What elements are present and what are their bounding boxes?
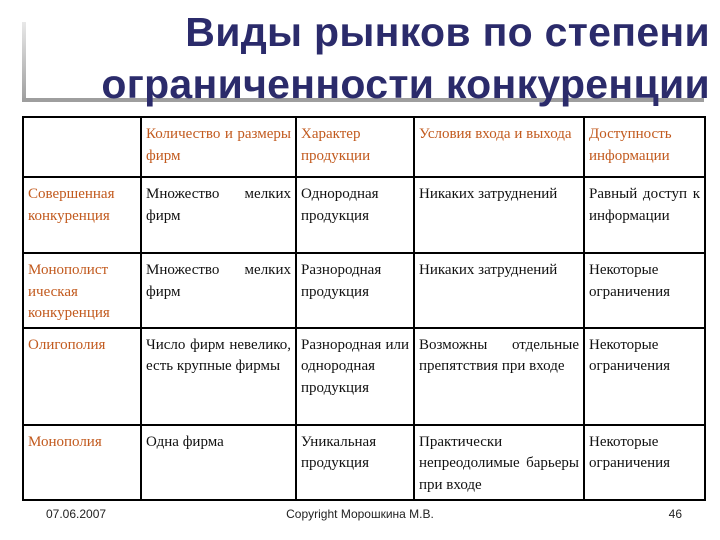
table-cell: Уникальная продукция <box>296 425 414 500</box>
header-cell-entry-exit: Условия входа и выхода <box>414 117 584 177</box>
table-header-row <box>23 117 705 177</box>
table-cell: Некоторые ограничения <box>584 328 705 425</box>
slide-title-line-1: Виды рынков по степени <box>185 9 710 55</box>
table-cell: Число фирм невелико, есть крупные фирмы <box>141 328 296 425</box>
table-cell: Некоторые ограничения <box>584 425 705 500</box>
slide-title-line-2: ограниченности конкуренции <box>101 61 710 107</box>
footer-copyright: Copyright Морошкина М.В. <box>286 507 434 521</box>
table-row <box>23 425 705 500</box>
footer-date: 07.06.2007 <box>46 507 107 521</box>
table-cell: Однородная продукция <box>296 177 414 253</box>
row-label: Монополия <box>23 425 141 500</box>
table-row <box>23 177 705 253</box>
table-cell: Никаких затруднений <box>414 177 584 253</box>
header-cell-firms: Количество и размеры фирм <box>141 117 296 177</box>
table-cell: Некоторые ограничения <box>584 253 705 328</box>
row-label: Совершенная конкуренция <box>23 177 141 253</box>
table-cell: Практически непреодолимые барьеры при входе <box>414 425 584 500</box>
market-types-table <box>22 116 706 501</box>
table-cell: Никаких затруднений <box>414 253 584 328</box>
table-cell: Разнородная или однородная продукция <box>296 328 414 425</box>
table-cell: Возможны отдельные препятствия при входе <box>414 328 584 425</box>
decorative-frame-left <box>22 22 26 102</box>
table-cell: Равный доступ к информации <box>584 177 705 253</box>
table-row <box>23 328 705 425</box>
row-label: Олигополия <box>23 328 141 425</box>
table-cell: Разнородная продукция <box>296 253 414 328</box>
table-cell: Одна фирма <box>141 425 296 500</box>
footer-page-number: 46 <box>668 507 682 521</box>
row-label: Монополист ическая конкуренция <box>23 253 141 328</box>
table-cell: Множество мелких фирм <box>141 253 296 328</box>
table-row <box>23 253 705 328</box>
table-cell: Множество мелких фирм <box>141 177 296 253</box>
header-cell-product: Характер продукции <box>296 117 414 177</box>
header-cell-empty <box>23 117 141 177</box>
header-cell-information: Доступность информации <box>584 117 705 177</box>
slide-title <box>60 6 710 110</box>
